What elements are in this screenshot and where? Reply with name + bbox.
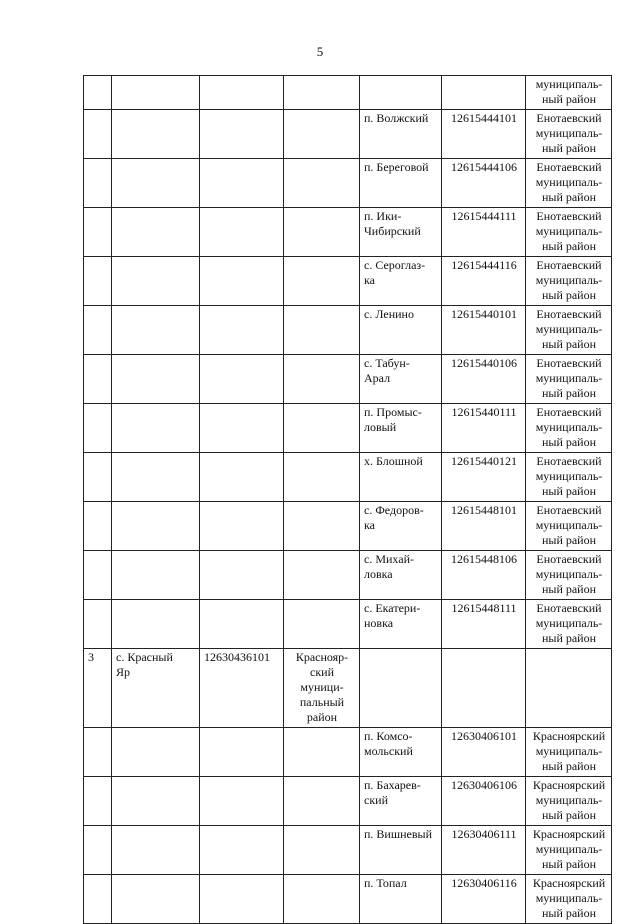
row-number-cell xyxy=(84,257,112,306)
sub-settlement-code-cell xyxy=(442,875,526,924)
sub-settlement-name: п. Промыс- ловый xyxy=(364,405,422,434)
sub-settlement-code-cell xyxy=(442,208,526,257)
district-name-cell xyxy=(284,777,360,826)
sub-settlement-code: 12630406111 xyxy=(451,827,517,841)
settlements-table xyxy=(83,75,612,924)
row-number: 3 xyxy=(88,650,94,664)
sub-settlement-name: п. Топал xyxy=(364,876,407,890)
municipal-district: Енотаевский муниципаль- ный район xyxy=(535,209,603,253)
municipal-district-cell xyxy=(526,875,612,924)
row-number-cell xyxy=(84,826,112,875)
municipal-district: Енотаевский муниципаль- ный район xyxy=(535,111,603,155)
sub-settlement-name-cell xyxy=(360,355,442,404)
municipal-district: Енотаевский муниципаль- ный район xyxy=(535,552,603,596)
sub-settlement-name-cell xyxy=(360,600,442,649)
row-number-cell xyxy=(84,649,112,728)
table-row xyxy=(84,208,612,257)
table-row xyxy=(84,159,612,208)
row-number-cell xyxy=(84,453,112,502)
district-name-cell xyxy=(284,110,360,159)
sub-settlement-code-cell xyxy=(442,404,526,453)
sub-settlement-code-cell xyxy=(442,76,526,110)
settlement-name-cell xyxy=(112,76,200,110)
municipal-district-cell xyxy=(526,600,612,649)
municipal-district: Енотаевский муниципаль- ный район xyxy=(535,405,603,449)
sub-settlement-name-cell xyxy=(360,777,442,826)
settlement-code-cell xyxy=(200,649,284,728)
sub-settlement-code: 12615444111 xyxy=(451,209,517,223)
sub-settlement-code: 12615440101 xyxy=(451,307,517,321)
table-row xyxy=(84,76,612,110)
district-name-cell xyxy=(284,551,360,600)
sub-settlement-code-cell xyxy=(442,777,526,826)
municipal-district: Енотаевский муниципаль- ный район xyxy=(535,503,603,547)
sub-settlement-name: п. Бахарев- ский xyxy=(364,778,421,807)
settlement-name-cell xyxy=(112,159,200,208)
sub-settlement-name-cell xyxy=(360,728,442,777)
sub-settlement-name-cell xyxy=(360,306,442,355)
district-name-cell xyxy=(284,355,360,404)
settlement-code-cell xyxy=(200,875,284,924)
table-row xyxy=(84,110,612,159)
district-name-cell xyxy=(284,502,360,551)
sub-settlement-code: 12615444101 xyxy=(451,111,517,125)
table-row xyxy=(84,306,612,355)
settlement-name-cell xyxy=(112,777,200,826)
sub-settlement-name-cell xyxy=(360,76,442,110)
settlement-code-cell xyxy=(200,453,284,502)
row-number-cell xyxy=(84,159,112,208)
settlement-name-cell xyxy=(112,551,200,600)
settlement-code-cell xyxy=(200,110,284,159)
row-number-cell xyxy=(84,110,112,159)
district-name-cell xyxy=(284,76,360,110)
settlement-code-cell xyxy=(200,355,284,404)
sub-settlement-code-cell xyxy=(442,306,526,355)
municipal-district: Красноярский муниципаль- ный район xyxy=(532,876,606,920)
table-row xyxy=(84,600,612,649)
sub-settlement-code: 12615448101 xyxy=(451,503,517,517)
settlement-name-cell xyxy=(112,110,200,159)
municipal-district-cell xyxy=(526,76,612,110)
row-number-cell xyxy=(84,208,112,257)
district-name-cell xyxy=(284,404,360,453)
row-number-cell xyxy=(84,306,112,355)
sub-settlement-code: 12615444116 xyxy=(451,258,517,272)
table-row xyxy=(84,404,612,453)
municipal-district: Енотаевский муниципаль- ный район xyxy=(535,601,603,645)
sub-settlement-code-cell xyxy=(442,159,526,208)
table-row xyxy=(84,875,612,924)
district-name-cell xyxy=(284,826,360,875)
district-name-cell xyxy=(284,875,360,924)
municipal-district-cell xyxy=(526,551,612,600)
table-row xyxy=(84,551,612,600)
district-name-cell xyxy=(284,208,360,257)
sub-settlement-name-cell xyxy=(360,502,442,551)
sub-settlement-code: 12615448111 xyxy=(451,601,517,615)
municipal-district: Енотаевский муниципаль- ный район xyxy=(535,160,603,204)
settlement-code-cell xyxy=(200,404,284,453)
municipal-district: Красноярский муниципаль- ный район xyxy=(532,827,606,871)
settlement-code-cell xyxy=(200,551,284,600)
settlement-code-cell xyxy=(200,728,284,777)
settlement-name-cell xyxy=(112,649,200,728)
sub-settlement-code-cell xyxy=(442,110,526,159)
sub-settlement-code-cell xyxy=(442,826,526,875)
sub-settlement-name: п. Береговой xyxy=(364,160,429,174)
settlement-name-cell xyxy=(112,502,200,551)
sub-settlement-name-cell xyxy=(360,159,442,208)
sub-settlement-name-cell xyxy=(360,110,442,159)
settlement-name-cell xyxy=(112,826,200,875)
sub-settlement-code: 12630406101 xyxy=(451,729,517,743)
municipal-district: Енотаевский муниципаль- ный район xyxy=(535,454,603,498)
sub-settlement-name: п. Ики- Чибирский xyxy=(364,209,421,238)
municipal-district-cell xyxy=(526,306,612,355)
municipal-district-cell xyxy=(526,728,612,777)
sub-settlement-name: п. Комсо- мольский xyxy=(364,729,413,758)
sub-settlement-name: с. Федоров- ка xyxy=(364,503,424,532)
row-number-cell xyxy=(84,875,112,924)
sub-settlement-name-cell xyxy=(360,551,442,600)
sub-settlement-code-cell xyxy=(442,453,526,502)
table-row xyxy=(84,728,612,777)
row-number-cell xyxy=(84,728,112,777)
district-name-cell xyxy=(284,728,360,777)
municipal-district-cell xyxy=(526,826,612,875)
settlement-name-cell xyxy=(112,355,200,404)
municipal-district: Енотаевский муниципаль- ный район xyxy=(535,258,603,302)
sub-settlement-code: 12615440106 xyxy=(451,356,517,370)
row-number-cell xyxy=(84,600,112,649)
municipal-district-cell xyxy=(526,502,612,551)
district-name-cell xyxy=(284,649,360,728)
settlement-name-cell xyxy=(112,306,200,355)
settlement-code-cell xyxy=(200,826,284,875)
table-row xyxy=(84,257,612,306)
sub-settlement-name: с. Табун- Арал xyxy=(364,356,410,385)
row-number-cell xyxy=(84,551,112,600)
table-row xyxy=(84,649,612,728)
sub-settlement-name-cell xyxy=(360,649,442,728)
sub-settlement-code-cell xyxy=(442,649,526,728)
sub-settlement-name: с. Михай- ловка xyxy=(364,552,415,581)
sub-settlement-name: п. Вишневый xyxy=(364,827,432,841)
sub-settlement-code: 12615444106 xyxy=(451,160,517,174)
settlement-code-cell xyxy=(200,76,284,110)
municipal-district-cell xyxy=(526,355,612,404)
sub-settlement-name-cell xyxy=(360,875,442,924)
sub-settlement-code: 12630406106 xyxy=(451,778,517,792)
municipal-district-cell xyxy=(526,159,612,208)
settlement-name-cell xyxy=(112,257,200,306)
settlement-code: 12630436101 xyxy=(204,650,270,664)
row-number-cell xyxy=(84,777,112,826)
district-name-cell xyxy=(284,600,360,649)
municipal-district-cell xyxy=(526,777,612,826)
municipal-district-cell xyxy=(526,257,612,306)
sub-settlement-code: 12630406116 xyxy=(451,876,517,890)
settlement-name-cell xyxy=(112,875,200,924)
row-number-cell xyxy=(84,76,112,110)
sub-settlement-name-cell xyxy=(360,826,442,875)
municipal-district-cell xyxy=(526,453,612,502)
sub-settlement-code-cell xyxy=(442,728,526,777)
settlement-code-cell xyxy=(200,600,284,649)
municipal-district-cell xyxy=(526,110,612,159)
settlement-code-cell xyxy=(200,208,284,257)
sub-settlement-code-cell xyxy=(442,600,526,649)
sub-settlement-name-cell xyxy=(360,453,442,502)
row-number-cell xyxy=(84,355,112,404)
sub-settlement-code-cell xyxy=(442,257,526,306)
district-name-cell xyxy=(284,306,360,355)
table-row xyxy=(84,777,612,826)
settlement-code-cell xyxy=(200,306,284,355)
settlement-name-cell xyxy=(112,208,200,257)
municipal-district: Енотаевский муниципаль- ный район xyxy=(535,356,603,400)
municipal-district: муниципаль- ный район xyxy=(535,77,603,106)
table-row xyxy=(84,502,612,551)
municipal-district-cell xyxy=(526,208,612,257)
sub-settlement-code: 12615448106 xyxy=(451,552,517,566)
page-number: 5 xyxy=(316,44,324,59)
settlement-name-cell xyxy=(112,404,200,453)
table-row xyxy=(84,355,612,404)
sub-settlement-name-cell xyxy=(360,208,442,257)
municipal-district-cell xyxy=(526,404,612,453)
sub-settlement-name: с. Сероглаз- ка xyxy=(364,258,426,287)
settlement-code-cell xyxy=(200,257,284,306)
sub-settlement-code-cell xyxy=(442,355,526,404)
district-name-cell xyxy=(284,453,360,502)
row-number-cell xyxy=(84,502,112,551)
sub-settlement-name: х. Блошной xyxy=(364,454,423,468)
sub-settlement-code: 12615440111 xyxy=(451,405,517,419)
sub-settlement-name: с. Ленино xyxy=(364,307,414,321)
sub-settlement-code-cell xyxy=(442,551,526,600)
settlement-name: с. Красный Яр xyxy=(116,650,173,679)
municipal-district: Красноярский муниципаль- ный район xyxy=(532,729,606,773)
district-name: Краснояр- ский муници- пальный район xyxy=(295,650,349,724)
table-row xyxy=(84,453,612,502)
sub-settlement-name: п. Волжский xyxy=(364,111,429,125)
district-name-cell xyxy=(284,159,360,208)
settlement-name-cell xyxy=(112,453,200,502)
row-number-cell xyxy=(84,404,112,453)
municipal-district: Красноярский муниципаль- ный район xyxy=(532,778,606,822)
sub-settlement-code: 12615440121 xyxy=(451,454,517,468)
sub-settlement-name-cell xyxy=(360,404,442,453)
settlement-name-cell xyxy=(112,728,200,777)
sub-settlement-code-cell xyxy=(442,502,526,551)
district-name-cell xyxy=(284,257,360,306)
municipal-district-cell xyxy=(526,649,612,728)
table-row xyxy=(84,826,612,875)
settlement-code-cell xyxy=(200,502,284,551)
settlement-code-cell xyxy=(200,777,284,826)
sub-settlement-name: с. Екатери- новка xyxy=(364,601,421,630)
municipal-district: Енотаевский муниципаль- ный район xyxy=(535,307,603,351)
settlement-name-cell xyxy=(112,600,200,649)
table-body xyxy=(84,76,612,924)
sub-settlement-name-cell xyxy=(360,257,442,306)
settlement-code-cell xyxy=(200,159,284,208)
